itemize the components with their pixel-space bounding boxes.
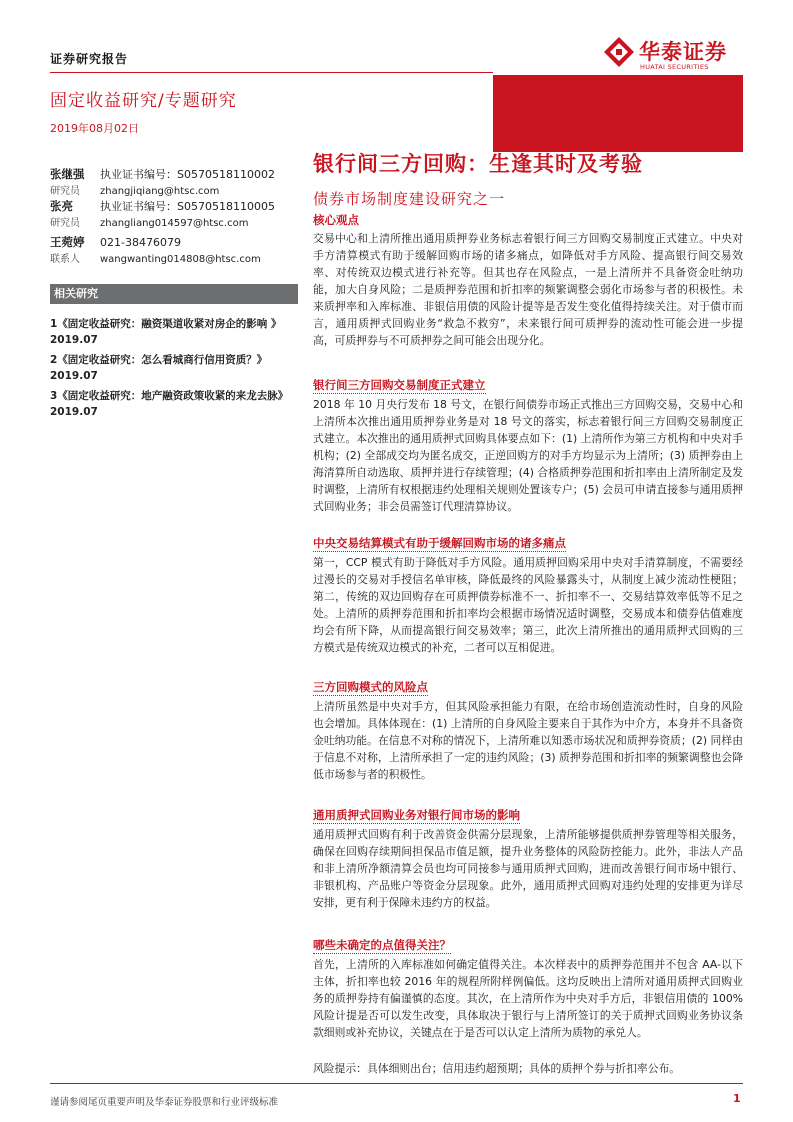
related-research-item[interactable] — [50, 316, 298, 348]
section-open-questions — [313, 934, 743, 1041]
analyst-cert: S0570518110002 — [177, 168, 275, 181]
analyst-cert-label: 执业证书编号： — [100, 200, 177, 213]
analyst-card — [50, 198, 300, 228]
section-risk-points — [313, 676, 743, 783]
analyst-email: zhangjiqiang@htsc.com — [100, 186, 220, 197]
analyst-role: 研究员 — [50, 186, 80, 197]
section-heading: 通用质押式回购业务对银行间市场的影响 — [313, 808, 520, 822]
related-research-title: 3《固定收益研究：地产融资政策收紧的来龙去脉》 — [50, 390, 289, 402]
section-core-views — [313, 212, 743, 349]
report-title: 银行间三方回购：生逢其时及考验 — [313, 152, 643, 176]
analyst-card — [50, 234, 300, 264]
analyst-cert: S0570518110005 — [177, 200, 275, 213]
section-body: 通用质押式回购有利于改善资金供需分层现象，上清所能够提供质押券管理等相关服务，确保在回购存续期间担保品市值足额，提升业务整体的风险防控能力。此外，非法人产品和非上清所净额清算会员也均可同接参与通用质押式回购，进而改善银行间市场中银行、非银机构、产品账户等资金分层现象。此外，通用质押式回购对违约处理的安排更为详尽安排，更有利于保障未违约方的权益。 — [313, 828, 743, 909]
related-research-item[interactable] — [50, 352, 298, 384]
section-ccp-model — [313, 532, 743, 656]
page-number: 1 — [733, 1092, 741, 1105]
related-research-header: 相关研究 — [50, 284, 298, 304]
related-research-title: 2《固定收益研究：怎么看城商行信用资质？》 — [50, 354, 268, 366]
related-research-date: 2019.07 — [50, 334, 98, 346]
related-research-title: 1《固定收益研究：融资渠道收紧对房企的影响 》 — [50, 318, 282, 330]
header-divider — [50, 72, 493, 73]
analyst-email: wangwanting014808@htsc.com — [100, 254, 261, 265]
huatai-logo — [603, 36, 748, 76]
related-research-date: 2019.07 — [50, 406, 98, 418]
analyst-email: zhangliang014597@htsc.com — [100, 218, 249, 229]
section-heading: 核心观点 — [313, 213, 359, 227]
related-research-item[interactable] — [50, 388, 298, 420]
section-market-impact — [313, 804, 743, 911]
analyst-name: 张继强 — [50, 167, 85, 181]
related-research-list — [50, 316, 298, 424]
section-heading: 三方回购模式的风险点 — [313, 680, 428, 694]
section-heading: 中央交易结算模式有助于缓解回购市场的诸多痛点 — [313, 536, 566, 550]
logo-text-en: HUATAI SECURITIES — [640, 63, 709, 71]
analyst-cert-label: 执业证书编号： — [100, 168, 177, 181]
section-body: 交易中心和上清所推出通用质押券业务标志着银行间三方回购交易制度正式建立。中央对手方清算模式有助于缓解回购市场的诸多痛点，如降低对手方风险、提高银行间交易效率、对传统双边模式进行补充等。但其也存在风险点，一是上清所并不具备资金吐纳功能，加大自身风险；二是质押券范围和折扣率的频繁调整会弱化市场参与者的积极性。未来质押率和入库标准、非银信用债的风险计提等是否发生变化值得持续关注。对于债市而言，通用质押式回购业务“救急不救穷”，未来银行间可质押券的流动性可能会进一步提高，可质押券与不可质押券之间可能会出现分化。 — [313, 232, 743, 347]
report-subtitle: 债券市场制度建设研究之一 — [313, 190, 506, 208]
section-body: 首先，上清所的入库标准如何确定值得关注。本次样表中的质押券范围并不包含 AA-以下主体，折扣率也较 2016 年的规程所附样例偏低。这均反映出上清所对通用质押式回购业务的质押券持有偏谨慎的态度。其次，在上清所作为中央对手方后，非银信用债的 100%风险计提是否可以发生改变，具体取决于银行与上清所签订的关于质押式回购业务协议条款细则或补充协议，关键点在于是否可以认定上清所为质物的承兑人。 — [313, 958, 743, 1039]
analyst-card — [50, 166, 300, 196]
footer-disclaimer: 谨请参阅尾页重要声明及华泰证券股票和行业评级标准 — [50, 1097, 279, 1108]
section-body: 上清所虽然是中央对手方，但其风险承担能力有限，在给市场创造流动性时，自身的风险也会增加。具体体现在：(1) 上清所的自身风险主要来自于其作为中介方，本身并不具备资金吐纳功能。在信息不对称的情况下，上清所难以知悉市场状况和质押券资质；(2) 同样由于信息不对称，上清所承担了一定的违约风险；(3) 质押券范围和折扣率的频繁调整也会降低市场参与者的积极性。 — [313, 700, 743, 781]
report-date: 2019年08月02日 — [50, 122, 139, 135]
section-body: 第一，CCP 模式有助于降低对手方风险。通用质押回购采用中央对手清算制度，不需要经过漫长的交易对手授信名单审核，降低最终的风险暴露头寸，从制度上减少流动性梗阻；第二，传统的双边回购存在可质押债券标准不一、折扣率不一、交易结算效率低等不足之处。上清所的质押券范围和折扣率均会根据市场情况适时调整，交易成本和债券估值难度均会有所下降，从而提高银行间交易效率；第三，此次上清所推出的通用质押式回购的三方模式是传统双边模式的补充，二者可以互相促进。 — [313, 556, 743, 654]
section-body: 2018 年 10 月央行发布 18 号文，在银行间债券市场正式推出三方回购交易，交易中心和上清所本次推出通用质押券业务是对 18 号文的落实，标志着银行间三方回购交易制度正式建立。本次推出的通用质押式回购具体要点如下：(1) 上清所作为第三方机构和中央对手机构；(2) 全部成交均为匿名成交，正逆回购方的对手方均显示为上清所；(3) 质押券由上海清算所自动选取、质押并进行存续管理；(4) 合格质押券范围和折扣率由上清所制定及发时调整，上清所有权根据违约处理相关规则处置该专户；(5) 会员可申请直接参与通用质押式回购业务；非会员需签订代理清算协议。 — [313, 398, 743, 513]
section-heading: 银行间三方回购交易制度正式建立 — [313, 378, 486, 392]
analyst-name: 王菀婷 — [50, 235, 85, 249]
analyst-role: 联系人 — [50, 254, 80, 265]
section-tripartite-repo — [313, 374, 743, 515]
section-heading: 哪些未确定的点值得关注？ — [313, 938, 451, 952]
report-type: 证券研究报告 — [50, 52, 129, 66]
logo-text-cn: 华泰证券 — [639, 40, 727, 64]
huatai-logo-icon — [603, 36, 635, 68]
report-category: 固定收益研究/专题研究 — [50, 91, 237, 111]
analyst-phone: 021-38476079 — [100, 236, 181, 249]
analyst-name: 张亮 — [50, 199, 73, 213]
footer-divider — [50, 1083, 743, 1084]
analyst-role: 研究员 — [50, 218, 80, 229]
header-red-bar — [493, 75, 743, 152]
related-research-date: 2019.07 — [50, 370, 98, 382]
risk-warning: 风险提示：具体细则出台；信用违约超预期；具体的质押个券与折扣率公布。 — [313, 1062, 681, 1075]
